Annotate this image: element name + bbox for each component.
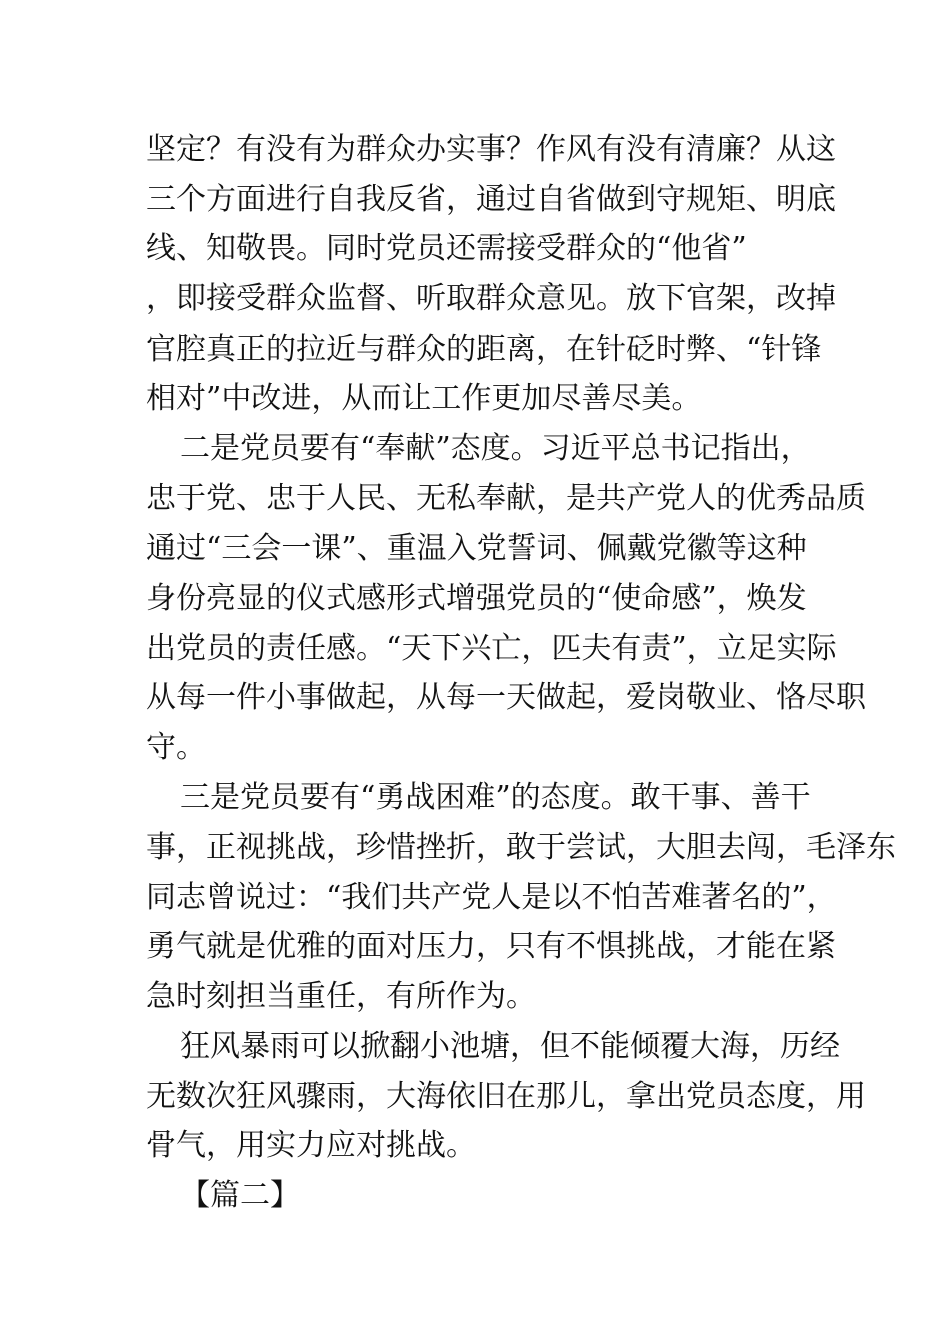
text-line: 通过“三会一课”、重温入党誓词、佩戴党徽等这种	[146, 531, 807, 566]
text-line: 无数次狂风骤雨，大海依旧在那儿，拿出党员态度，用	[146, 1079, 866, 1114]
text-line: 身份亮显的仪式感形式增强党员的“使命感”，焕发	[146, 581, 807, 616]
text-line: 线、知敬畏。同时党员还需接受群众的“他省”	[146, 231, 747, 266]
paragraph-start-line: 二是党员要有“奉献”态度。习近平总书记指出，	[180, 431, 811, 466]
text-line: 三个方面进行自我反省，通过自省做到守规矩、明底	[146, 182, 836, 217]
text-line: 出党员的责任感。“天下兴亡，匹夫有责”，立足实际	[146, 631, 837, 666]
paragraph-start-line: 狂风暴雨可以掀翻小池塘，但不能倾覆大海，历经	[180, 1029, 840, 1064]
text-line: 官腔真正的拉近与群众的距离，在针砭时弊、“针锋	[146, 332, 822, 367]
text-line: 坚定？有没有为群众办实事？作风有没有清廉？从这	[146, 132, 836, 167]
text-line: 守。	[146, 730, 206, 765]
text-line: 急时刻担当重任，有所作为。	[146, 979, 536, 1014]
text-line: 同志曾说过：“我们共产党人是以不怕苦难著名的”，	[146, 880, 837, 915]
text-line: 事，正视挑战，珍惜挫折，敢于尝试，大胆去闯，毛泽东	[146, 830, 896, 865]
text-line: 相对”中改进，从而让工作更加尽善尽美。	[146, 381, 702, 416]
text-line: 骨气，用实力应对挑战。	[146, 1128, 476, 1163]
text-line: 忠于党、忠于人民、无私奉献，是共产党人的优秀品质	[146, 481, 866, 516]
text-line: 从每一件小事做起，从每一天做起，爱岗敬业、恪尽职	[146, 680, 866, 715]
text-line: ，即接受群众监督、听取群众意见。放下官架，改掉	[146, 281, 836, 316]
paragraph-start-line: 三是党员要有“勇战困难”的态度。敢干事、善干	[180, 780, 811, 815]
section-heading: 【篇二】	[180, 1178, 300, 1213]
text-line: 勇气就是优雅的面对压力，只有不惧挑战，才能在紧	[146, 929, 836, 964]
